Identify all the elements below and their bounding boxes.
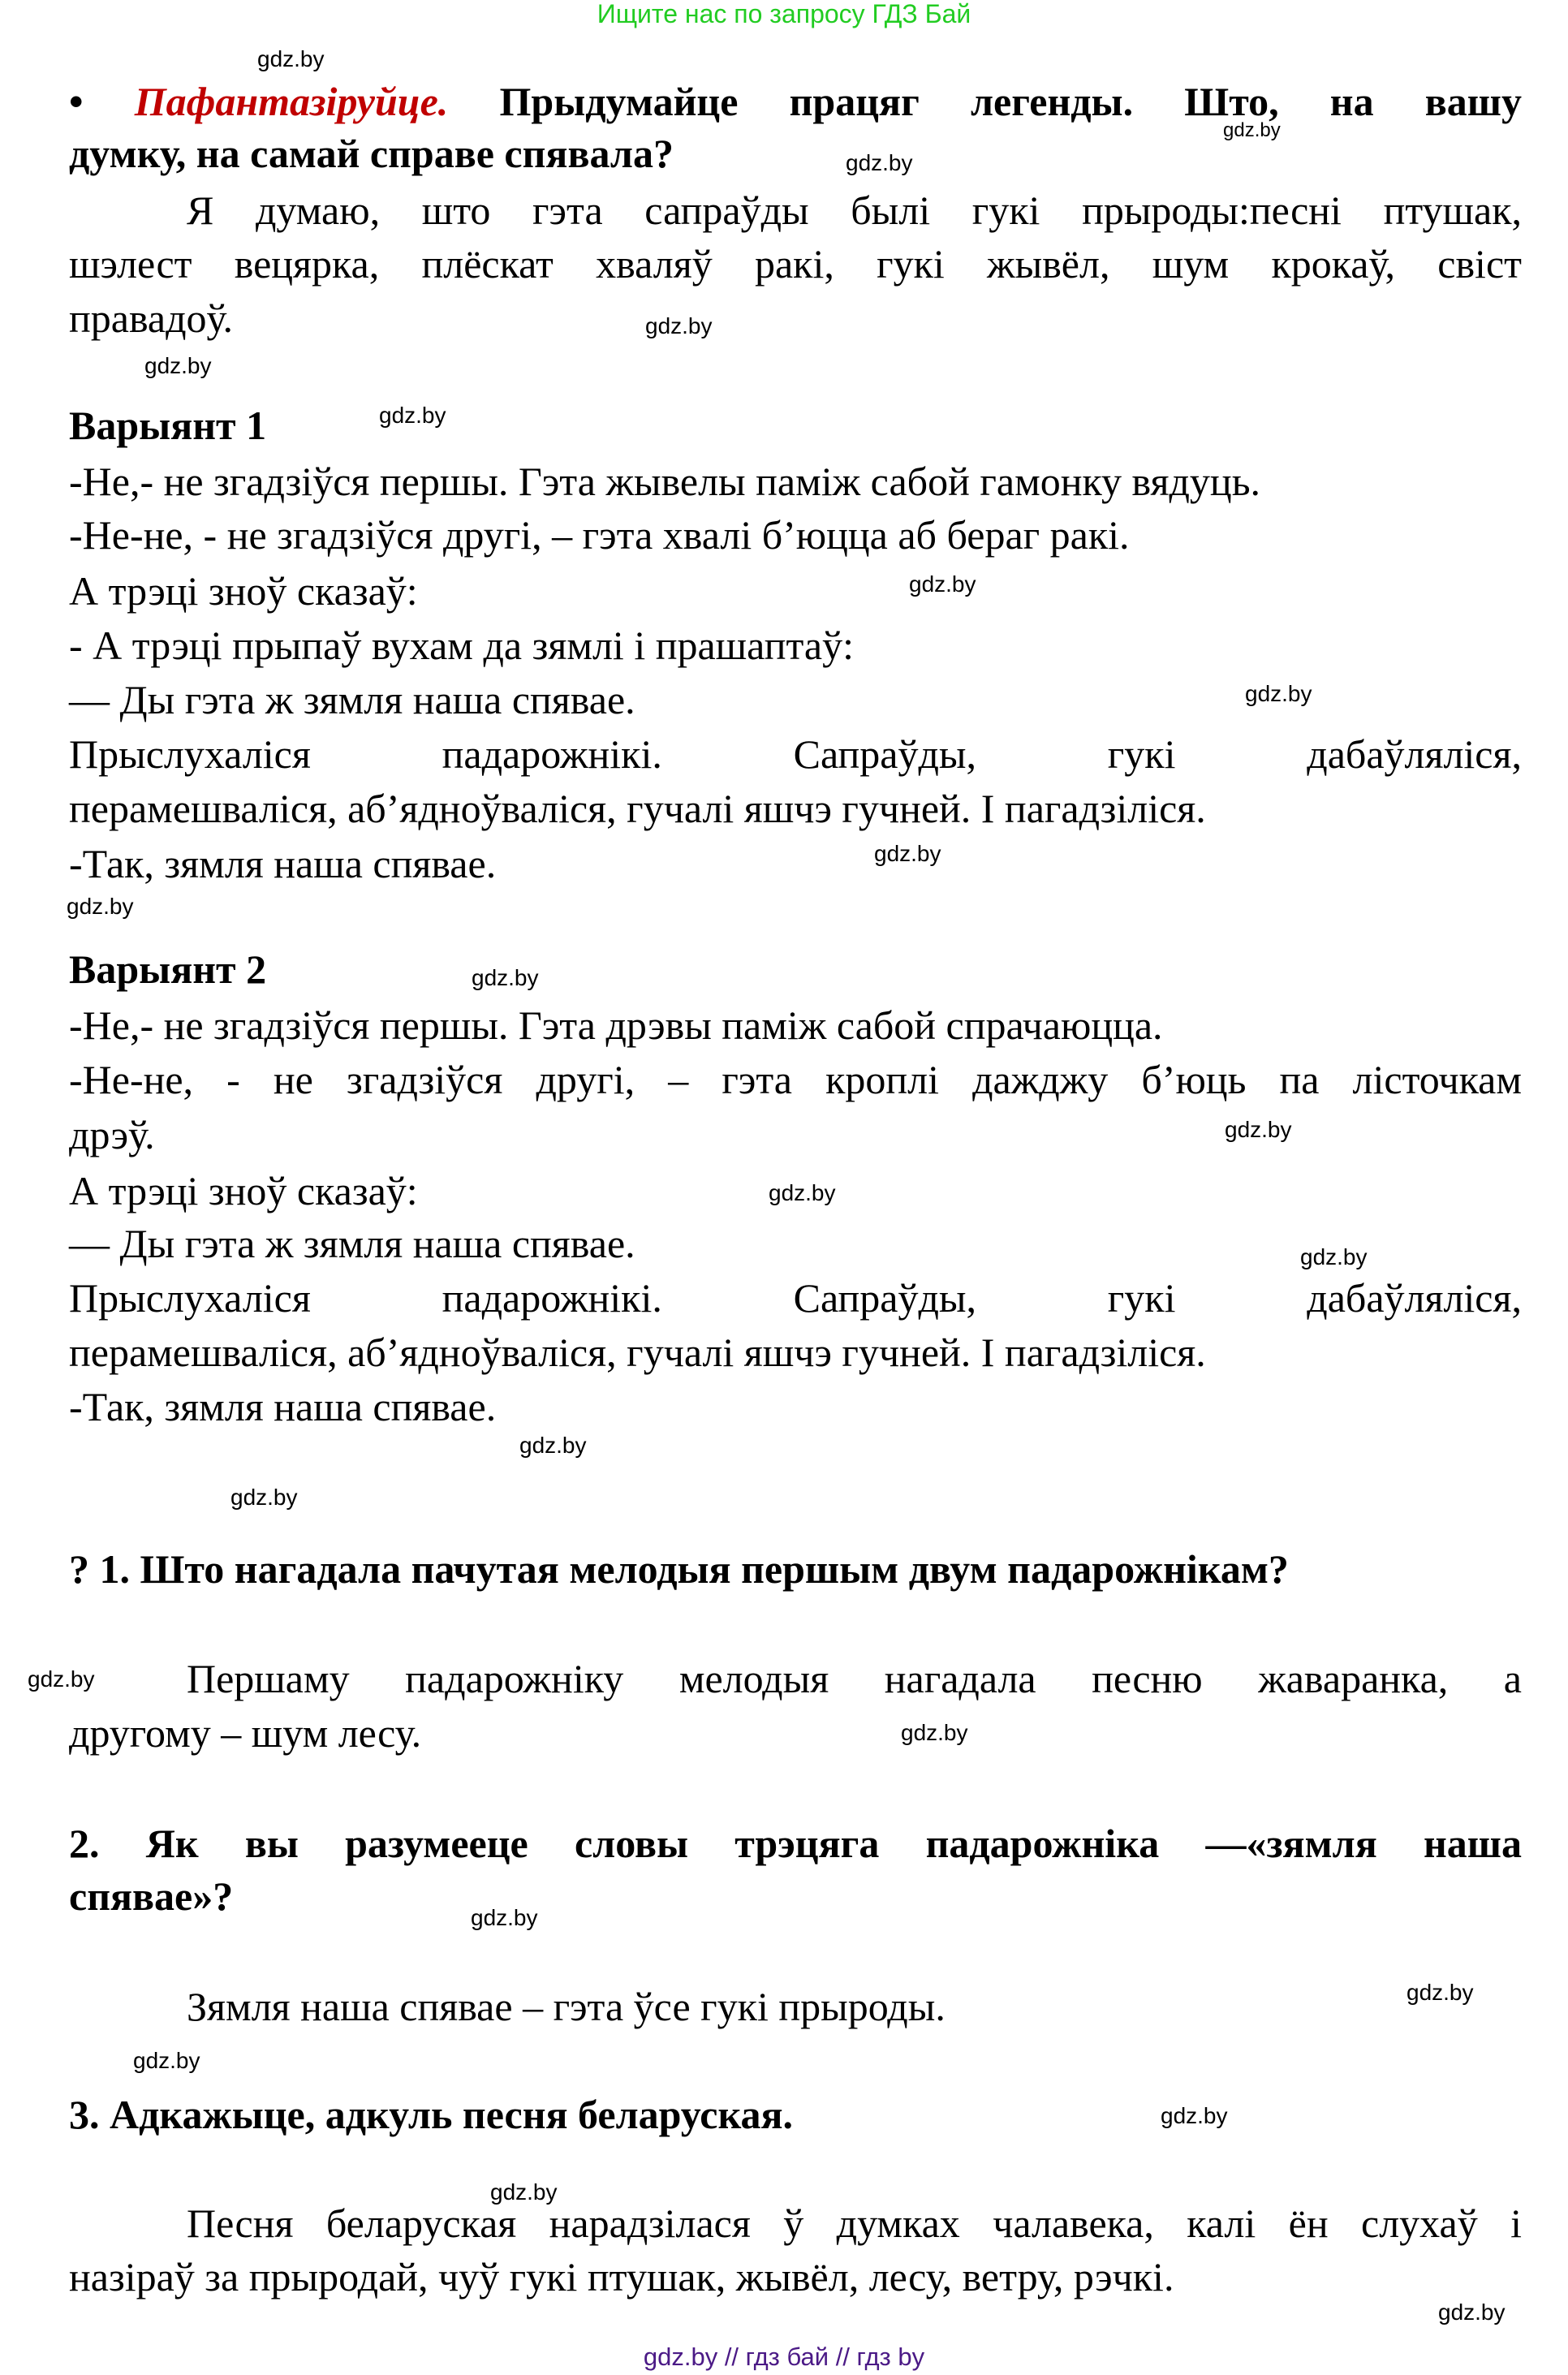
question-3: 3. Адкажыце, адкуль песня беларуская. xyxy=(69,2092,794,2137)
site-footer-links: gdz.by // гдз бай // гдз by xyxy=(643,2343,925,2371)
question-1-answer: другому – шум лесу. xyxy=(69,1710,422,1756)
variant-2-line: — Ды гэта ж зямля наша спявае. xyxy=(69,1221,635,1266)
task-prompt-text: Прыдумайце працяг легенды. Што, на вашу xyxy=(499,79,1523,124)
watermark: gdz.by xyxy=(769,1180,836,1205)
watermark: gdz.by xyxy=(471,1905,538,1930)
question-2: 2. Як вы разумееце словы трэцяга падарожніка —«зямля наша xyxy=(69,1821,1522,1866)
task-prompt-line-1 xyxy=(69,78,1522,125)
watermark: gdz.by xyxy=(874,841,941,866)
watermark: gdz.by xyxy=(144,353,212,378)
variant-2-line: дрэў. xyxy=(69,1112,155,1157)
watermark: gdz.by xyxy=(472,965,539,990)
watermark: gdz.by xyxy=(1161,2103,1228,2128)
question-2-answer: Зямля наша спявае – гэта ўсе гукі прыроды. xyxy=(187,1984,946,2029)
task-answer-line: шэлест вецярка, плёскат хваляў ракі, гукі жывёл, шум крокаў, свіст xyxy=(69,241,1522,287)
question-1: ? 1. Што нагадала пачутая мелодыя першым двум падарожнікам? xyxy=(69,1546,1289,1592)
watermark: gdz.by xyxy=(1225,1117,1292,1142)
question-3-answer: назіраў за прыродай, чуў гукі птушак, жывёл, лесу, ветру, рэчкі. xyxy=(69,2254,1174,2300)
variant-1-line: -Так, зямля наша спявае. xyxy=(69,841,497,886)
question-1-answer: Першаму падарожніку мелодыя нагадала песню жаваранка, а xyxy=(187,1656,1522,1701)
watermark: gdz.by xyxy=(67,894,134,919)
question-2: спявае»? xyxy=(69,1873,234,1919)
watermark: gdz.by xyxy=(846,150,913,175)
variant-2-line: -Не,- не згадзіўся першы. Гэта дрэвы паміж сабой спрачаюцца. xyxy=(69,1002,1163,1048)
watermark: gdz.by xyxy=(257,46,325,71)
watermark: gdz.by xyxy=(133,2048,200,2073)
variant-2-title: Варыянт 2 xyxy=(69,946,267,992)
watermark: gdz.by xyxy=(1245,681,1312,706)
watermark: gdz.by xyxy=(1406,1980,1474,2005)
watermark: gdz.by xyxy=(519,1433,587,1458)
variant-2-line: Прыслухаліся падарожнікі. Сапраўды, гукі дабаўляліся, xyxy=(69,1275,1522,1321)
task-keyword: Пафантазіруйце. xyxy=(134,79,449,124)
watermark: gdz.by xyxy=(1300,1244,1368,1269)
bullet: • xyxy=(69,79,84,124)
watermark: gdz.by xyxy=(28,1666,95,1692)
site-search-banner: Ищите нас по запросу ГДЗ Бай xyxy=(597,0,971,28)
variant-2-line: перамешваліся, аб’ядноўваліся, гучалі яшчэ гучней. І пагадзіліся. xyxy=(69,1330,1206,1375)
watermark: gdz.by xyxy=(490,2179,558,2205)
variant-1-line: — Ды гэта ж зямля наша спявае. xyxy=(69,677,635,722)
task-answer-line: Я думаю, што гэта сапраўды былі гукі прыроды:песні птушак, xyxy=(187,188,1522,233)
variant-1-line: -Не,- не згадзіўся першы. Гэта жывелы паміж сабой гамонку вядуць. xyxy=(69,459,1260,504)
variant-1-line: -Не-не, - не згадзіўся другі, – гэта хвалі б’юцца аб бераг ракі. xyxy=(69,512,1130,558)
watermark: gdz.by xyxy=(379,403,446,428)
watermark: gdz.by xyxy=(1438,2300,1506,2325)
watermark: gdz.by xyxy=(901,1720,968,1745)
watermark: gdz.by xyxy=(1223,119,1281,141)
question-3-answer: Песня беларуская нарадзілася ў думках чалавека, калі ён слухаў і xyxy=(187,2200,1522,2246)
variant-1-line: А трэці зноў сказаў: xyxy=(69,568,418,614)
watermark: gdz.by xyxy=(645,313,713,338)
watermark: gdz.by xyxy=(230,1485,298,1510)
variant-2-line: -Не-не, - не згадзіўся другі, – гэта кроплі дажджу б’юць па лісточкам xyxy=(69,1057,1522,1102)
task-answer-line: правадоў. xyxy=(69,295,234,341)
variant-1-line: перамешваліся, аб’ядноўваліся, гучалі яшчэ гучней. І пагадзіліся. xyxy=(69,786,1206,831)
watermark: gdz.by xyxy=(909,571,976,597)
variant-2-line: -Так, зямля наша спявае. xyxy=(69,1384,497,1429)
variant-1-line: Прыслухаліся падарожнікі. Сапраўды, гукі дабаўляліся, xyxy=(69,731,1522,777)
variant-1-title: Варыянт 1 xyxy=(69,403,267,448)
task-prompt-line-2: думку, на самай справе спявала? xyxy=(69,131,674,176)
variant-2-line: А трэці зноў сказаў: xyxy=(69,1168,418,1213)
variant-1-line: - А трэці прыпаў вухам да зямлі і прашаптаў: xyxy=(69,623,854,668)
